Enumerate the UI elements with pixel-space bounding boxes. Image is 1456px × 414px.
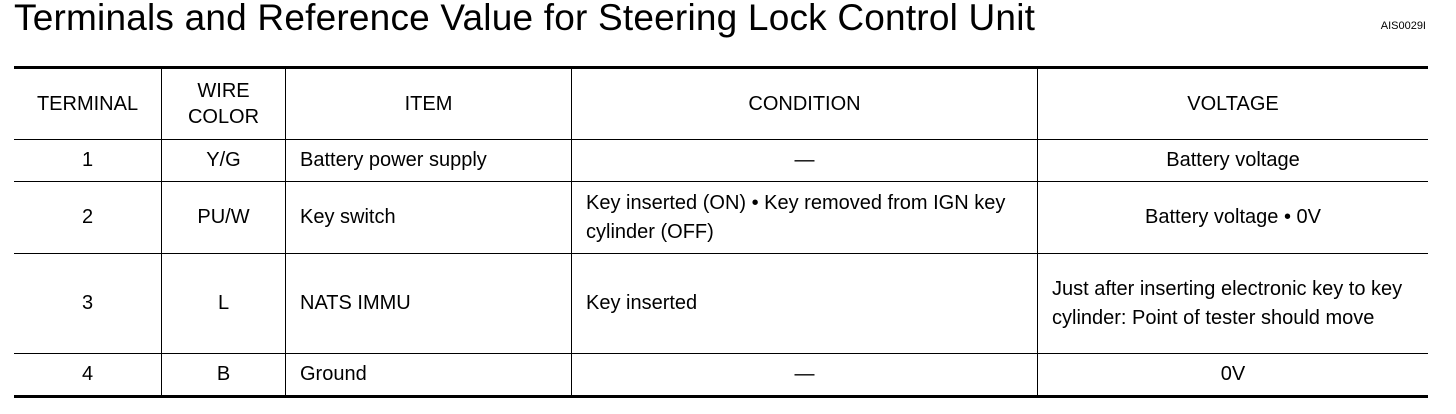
cell-terminal: 2 <box>14 182 162 254</box>
table-header <box>14 68 1428 140</box>
cell-item: Battery power supply <box>286 140 572 182</box>
cell-wire-color: L <box>162 254 286 354</box>
cell-item: NATS IMMU <box>286 254 572 354</box>
cell-wire-color: PU/W <box>162 182 286 254</box>
page-title: Terminals and Reference Value for Steering Lock Control Unit <box>14 0 1036 38</box>
header-condition: CONDITION <box>572 68 1038 140</box>
cell-item: Ground <box>286 354 572 397</box>
cell-condition: — <box>572 354 1038 397</box>
cell-voltage: Just after inserting electronic key to key cylinder: Point of tester should move <box>1038 254 1429 354</box>
header-wire-color-line1: WIRE <box>197 80 250 102</box>
cell-voltage: Battery voltage <box>1038 140 1429 182</box>
cell-condition: Key inserted (ON) • Key removed from IGN key cylinder (OFF) <box>572 182 1038 254</box>
cell-voltage: Battery voltage • 0V <box>1038 182 1429 254</box>
reference-code: AIS0029I <box>1380 20 1426 32</box>
cell-wire-color: B <box>162 354 286 397</box>
cell-condition: — <box>572 140 1038 182</box>
cell-terminal: 3 <box>14 254 162 354</box>
cell-terminal: 1 <box>14 140 162 182</box>
cell-condition: Key inserted <box>572 254 1038 354</box>
cell-item: Key switch <box>286 182 572 254</box>
header-row <box>14 68 1428 140</box>
table-body <box>14 140 1428 397</box>
cell-wire-color: Y/G <box>162 140 286 182</box>
header-terminal: TERMINAL <box>36 93 139 115</box>
table-row <box>14 354 1428 397</box>
header-item: ITEM <box>286 68 572 140</box>
cell-voltage: 0V <box>1038 354 1429 397</box>
header-voltage: VOLTAGE <box>1038 68 1429 140</box>
terminal-reference-table <box>14 66 1428 398</box>
header-wire-color <box>162 68 286 140</box>
table-row <box>14 140 1428 182</box>
cell-terminal: 4 <box>14 354 162 397</box>
header-wire-color-line2: COLOR <box>187 106 260 128</box>
table-row <box>14 254 1428 354</box>
table-row <box>14 182 1428 254</box>
